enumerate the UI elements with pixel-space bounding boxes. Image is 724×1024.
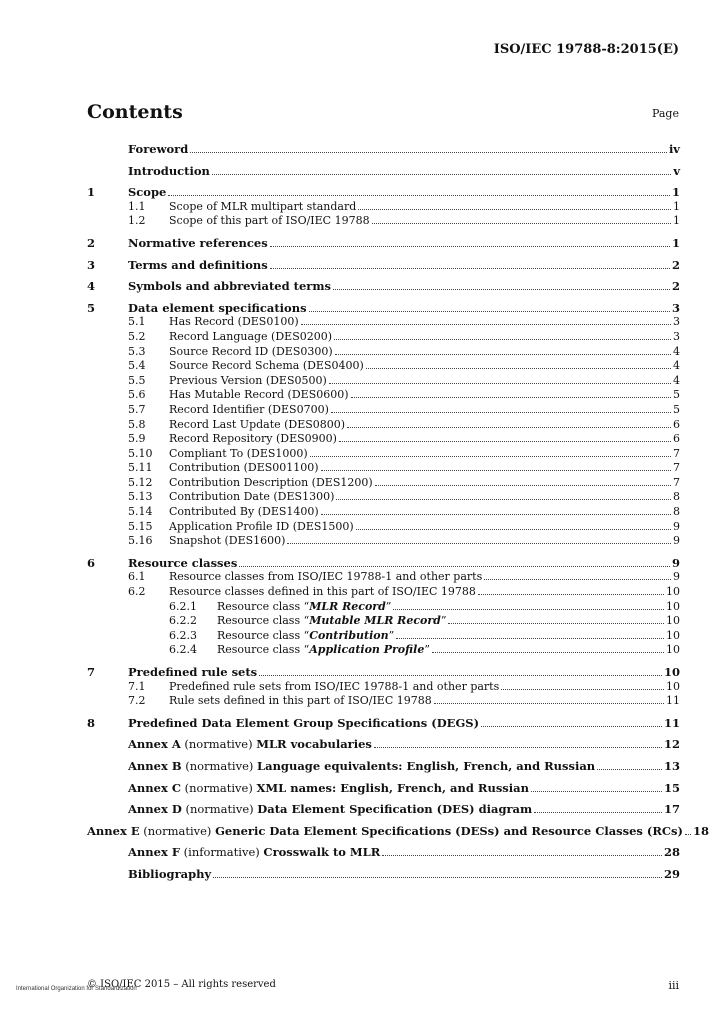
toc-entry-title-segment: Snapshot (DES1600) xyxy=(169,534,286,548)
toc-entry-number: 6.2 xyxy=(128,585,146,599)
toc-entry-number: 5.1 xyxy=(128,315,146,329)
toc-entry-title-segment: Record Language (DES0200) xyxy=(169,329,333,343)
toc-entry-title xyxy=(169,388,349,403)
toc-entry-title xyxy=(169,476,373,491)
toc-entry-number: 1 xyxy=(87,185,96,200)
toc-entry-title xyxy=(169,534,285,549)
footer-page-number: iii xyxy=(668,979,679,992)
toc-entry-number: 5.6 xyxy=(128,388,146,402)
toc-entry-title-segment: Predefined rule sets from ISO/IEC 19788-1 and other parts xyxy=(169,679,500,693)
toc-entry[interactable] xyxy=(87,330,680,345)
toc-leader-dots xyxy=(356,529,671,530)
toc-entry[interactable] xyxy=(87,164,680,179)
toc-entry[interactable] xyxy=(87,570,680,585)
toc-page-number: 4 xyxy=(673,344,680,358)
toc-entry-title-segment: Predefined Data Element Group Specifications (DEGS) xyxy=(128,715,480,730)
toc-entry-title-segment: Resource class “ xyxy=(217,628,310,642)
toc-entry-title-segment: Resource classes defined in this part of ISO/IEC 19788 xyxy=(169,585,476,599)
toc-entry-title xyxy=(128,759,595,774)
toc-entry-number: 5.10 xyxy=(128,446,153,460)
toc-entry-title xyxy=(87,824,683,839)
toc-entry-number: 8 xyxy=(87,715,96,730)
toc-entry-number: 6.2.3 xyxy=(169,628,197,642)
toc-entry-title xyxy=(217,643,430,658)
toc-entry-title xyxy=(128,185,166,200)
toc-entry-title xyxy=(169,680,499,695)
toc-entry-title-segment: Record Last Update (DES0800) xyxy=(169,417,346,431)
toc-entry-number: 5.3 xyxy=(128,344,146,358)
toc-leader-dots xyxy=(333,289,670,290)
toc-leader-dots xyxy=(448,623,664,624)
toc-entry-title-segment: Annex E xyxy=(87,823,140,838)
toc-entry-title xyxy=(169,432,337,447)
toc-entry-title xyxy=(128,258,268,273)
toc-entry-number: 6.2.4 xyxy=(169,643,197,657)
page-title: Contents xyxy=(87,101,183,123)
toc-page-number: 1 xyxy=(671,235,680,250)
toc-entry-title-segment: Contribution Description (DES1200) xyxy=(169,475,373,489)
toc-leader-dots xyxy=(366,368,671,369)
toc-entry[interactable] xyxy=(87,629,680,644)
toc-entry[interactable] xyxy=(87,359,680,374)
toc-leader-dots xyxy=(213,877,662,878)
toc-entry-title-segment: MLR Record xyxy=(309,599,386,613)
toc-page-number: 11 xyxy=(663,715,680,730)
toc-entry-title xyxy=(169,447,308,462)
toc-entry-title xyxy=(128,716,479,731)
toc-entry-title-segment: Data Element Specification (DES) diagram xyxy=(257,802,533,817)
toc-entry[interactable] xyxy=(87,520,680,535)
toc-entry-number: 5.12 xyxy=(128,475,153,489)
toc-leader-dots xyxy=(301,324,671,325)
toc-entry-title-segment: Contribution xyxy=(309,628,389,642)
toc-entry-title-segment: Crosswalk to MLR xyxy=(263,845,381,860)
toc-entry-number: 6.2.2 xyxy=(169,614,197,628)
toc-entry-title xyxy=(128,279,331,294)
toc-entry-title xyxy=(169,403,329,418)
toc-entry-title xyxy=(169,315,299,330)
toc-entry-title-segment: Compliant To (DES1000) xyxy=(169,446,308,460)
toc-entry[interactable] xyxy=(87,374,680,389)
toc-leader-dots xyxy=(531,791,662,792)
toc-entry[interactable] xyxy=(87,694,680,709)
toc-entry-title-segment: Predefined rule sets xyxy=(128,665,258,679)
toc-page-number: 1 xyxy=(673,199,680,213)
toc-entry-number: 5.4 xyxy=(128,359,146,373)
toc-leader-dots xyxy=(321,470,671,471)
toc-page-number: 7 xyxy=(673,446,680,460)
toc-page-number: 10 xyxy=(666,679,680,693)
toc-entry[interactable] xyxy=(87,236,680,251)
toc-page-number: 29 xyxy=(663,866,680,881)
toc-entry-number: 1.2 xyxy=(128,214,146,228)
toc-entry-title-segment: ” xyxy=(388,628,395,642)
toc-page-number: 7 xyxy=(673,461,680,475)
toc-page-number: 7 xyxy=(673,475,680,489)
toc-leader-dots xyxy=(309,311,670,312)
toc-entry-title xyxy=(128,301,307,316)
toc-entry-title xyxy=(169,570,482,585)
toc-leader-dots xyxy=(190,152,667,153)
toc-entry[interactable] xyxy=(87,680,680,695)
toc-entry[interactable] xyxy=(87,490,680,505)
toc-page-number: 10 xyxy=(663,665,680,679)
toc-entry[interactable] xyxy=(87,505,680,520)
toc-entry[interactable] xyxy=(87,447,680,462)
toc-page-number: 3 xyxy=(673,315,680,329)
toc-entry-number: 6.2.1 xyxy=(169,599,197,613)
document-id-header: ISO/IEC 19788-8:2015(E) xyxy=(493,42,679,57)
toc-entry-title-segment: Has Mutable Record (DES0600) xyxy=(169,388,349,402)
toc-page-number: 2 xyxy=(671,257,680,272)
toc-entry-title-segment: Contribution (DES001100) xyxy=(169,461,319,475)
toc-entry-title xyxy=(128,737,372,752)
page-column-label: Page xyxy=(651,107,679,120)
toc-entry[interactable] xyxy=(87,200,680,215)
toc-leader-dots xyxy=(321,514,671,515)
toc-page-number: 1 xyxy=(671,185,680,200)
toc-entry-title-segment: (normative) xyxy=(181,758,258,773)
toc-entry-title-segment: Resource class “ xyxy=(217,614,310,628)
toc-leader-dots xyxy=(481,726,662,727)
toc-entry-number: 5.9 xyxy=(128,432,146,446)
toc-entry-title xyxy=(128,164,210,179)
toc-entry-title-segment: Rule sets defined in this part of ISO/IEC 19788 xyxy=(169,694,432,708)
toc-page-number: 6 xyxy=(673,417,680,431)
toc-entry-title-segment: Application Profile ID (DES1500) xyxy=(169,519,354,533)
toc-entry[interactable] xyxy=(87,279,680,294)
toc-entry[interactable] xyxy=(87,476,680,491)
toc-entry-number: 7 xyxy=(87,665,96,679)
toc-entry[interactable] xyxy=(87,403,680,418)
toc-entry-title-segment: Scope of MLR multipart standard xyxy=(169,199,357,213)
publisher-stamp: International Organization for Standardization xyxy=(16,986,137,992)
toc-entry-number: 6 xyxy=(87,555,96,570)
toc-entry-title xyxy=(128,845,380,860)
toc-entry-number: 1.1 xyxy=(128,199,146,213)
toc-entry-number: 5.7 xyxy=(128,402,146,416)
toc-leader-dots xyxy=(212,174,671,175)
toc-entry-title-segment: (normative) xyxy=(180,737,257,752)
toc-leader-dots xyxy=(434,703,664,704)
toc-leader-dots xyxy=(331,412,671,413)
toc-entry-title xyxy=(169,520,354,535)
toc-entry-title xyxy=(169,374,327,389)
toc-entry[interactable] xyxy=(87,315,680,330)
toc-entry-number: 4 xyxy=(87,279,96,294)
toc-page-number: 12 xyxy=(663,737,680,752)
toc-leader-dots xyxy=(336,499,671,500)
toc-page-number: 9 xyxy=(671,555,680,570)
toc-page-number: 9 xyxy=(673,570,680,584)
toc-page-number: iv xyxy=(668,142,680,156)
toc-page-number: 10 xyxy=(666,643,680,657)
toc-entry[interactable] xyxy=(87,600,680,615)
toc-entry-number: 5.13 xyxy=(128,490,153,504)
toc-entry[interactable] xyxy=(87,185,680,200)
toc-leader-dots xyxy=(239,566,670,567)
toc-entry-title xyxy=(217,614,446,629)
toc-entry-title-segment: Scope of this part of ISO/IEC 19788 xyxy=(169,214,370,228)
toc-entry[interactable] xyxy=(87,585,680,600)
toc-entry[interactable] xyxy=(87,432,680,447)
toc-entry[interactable] xyxy=(87,643,680,658)
toc-leader-dots xyxy=(501,689,664,690)
toc-leader-dots xyxy=(259,675,662,676)
toc-entry-title-segment: Annex A xyxy=(128,737,181,752)
toc-entry[interactable] xyxy=(87,534,680,549)
toc-entry[interactable] xyxy=(87,802,680,817)
toc-entry-title-segment: (normative) xyxy=(181,802,258,817)
toc-page-number: 8 xyxy=(673,490,680,504)
toc-leader-dots xyxy=(168,195,670,196)
toc-entry-title-segment: ” xyxy=(424,643,430,657)
toc-entry-number: 5.11 xyxy=(128,461,153,475)
toc-leader-dots xyxy=(484,579,671,580)
toc-entry-title-segment: MLR vocabularies xyxy=(256,737,372,752)
toc-entry[interactable] xyxy=(87,388,680,403)
toc-entry-title-segment: Source Record Schema (DES0400) xyxy=(169,359,364,373)
toc-page-number: 2 xyxy=(671,279,680,294)
toc-entry-title xyxy=(169,505,319,520)
toc-entry[interactable] xyxy=(87,665,680,680)
toc-entry-title-segment: Annex F xyxy=(128,845,180,860)
toc-entry-title xyxy=(217,629,394,644)
toc-entry-title-segment: ” xyxy=(440,614,447,628)
toc-entry-title-segment: Resource classes xyxy=(128,555,238,570)
toc-leader-dots xyxy=(347,427,671,428)
toc-leader-dots xyxy=(270,268,670,269)
toc-entry[interactable] xyxy=(87,823,709,839)
toc-leader-dots xyxy=(372,223,671,224)
toc-page-number: 8 xyxy=(673,505,680,519)
toc-leader-dots xyxy=(358,209,671,210)
toc-entry-title xyxy=(128,781,529,796)
toc-page-number: 6 xyxy=(673,432,680,446)
toc-entry-title xyxy=(128,236,268,251)
toc-entry-title-segment: Symbols and abbreviated terms xyxy=(128,279,331,294)
toc-entry-title xyxy=(128,867,211,882)
toc-entry-title-segment: Annex D xyxy=(128,802,182,817)
toc-entry-title-segment: Record Repository (DES0900) xyxy=(169,432,337,446)
toc-page-number: 15 xyxy=(663,780,680,795)
toc-leader-dots xyxy=(287,543,671,544)
toc-entry[interactable] xyxy=(87,214,680,229)
toc-page-number: 9 xyxy=(673,519,680,533)
toc-leader-dots xyxy=(396,638,664,639)
toc-page-number: 17 xyxy=(663,802,680,817)
toc-entry-title-segment: Application Profile xyxy=(309,643,425,657)
toc-page-number: 9 xyxy=(673,534,680,548)
toc-entry-number: 5.16 xyxy=(128,534,153,548)
toc-page-number: 5 xyxy=(673,402,680,416)
toc-entry-number: 7.1 xyxy=(128,679,146,693)
toc-page-number: 10 xyxy=(666,614,680,628)
toc-entry-number: 2 xyxy=(87,235,96,250)
toc-entry[interactable] xyxy=(87,345,680,360)
toc-entry-title-segment: (normative) xyxy=(139,823,216,838)
toc-entry-title xyxy=(169,461,319,476)
toc-entry-title-segment: Resource class “ xyxy=(217,599,310,613)
toc-page-number: 3 xyxy=(673,329,680,343)
toc-entry[interactable] xyxy=(87,716,680,731)
toc-entry-title xyxy=(169,330,332,345)
toc-page-number: 13 xyxy=(663,758,680,773)
toc-entry[interactable] xyxy=(87,142,680,157)
toc-entry-number: 6.1 xyxy=(128,570,146,584)
toc-entry-title xyxy=(169,694,432,709)
toc-entry-title-segment: XML names: English, French, and Russian xyxy=(256,780,529,795)
toc-leader-dots xyxy=(685,834,691,835)
toc-leader-dots xyxy=(270,246,670,247)
toc-leader-dots xyxy=(329,383,671,384)
toc-entry-title-segment: Foreword xyxy=(128,142,189,156)
toc-entry-number: 5.2 xyxy=(128,329,146,343)
toc-entry-title-segment: Annex C xyxy=(128,780,181,795)
toc-page-number: 3 xyxy=(671,300,680,315)
toc-entry-number: 3 xyxy=(87,257,96,272)
toc-leader-dots xyxy=(534,812,662,813)
toc-entry-title xyxy=(169,585,476,600)
toc-entry-title-segment: Annex B xyxy=(128,758,182,773)
toc-entry-title-segment: Scope xyxy=(128,185,167,200)
toc-entry-title-segment: Normative references xyxy=(128,235,268,250)
toc-entry[interactable] xyxy=(87,737,680,752)
toc-entry-title-segment: Source Record ID (DES0300) xyxy=(169,344,333,358)
toc-entry-title xyxy=(128,665,257,680)
toc-entry-title-segment: (informative) xyxy=(180,845,264,860)
toc-entry-title-segment: Record Identifier (DES0700) xyxy=(169,402,329,416)
toc-leader-dots xyxy=(351,397,671,398)
toc-entry-title xyxy=(169,359,364,374)
toc-entry-number: 5 xyxy=(87,300,96,315)
toc-page-number: 1 xyxy=(673,214,680,228)
toc-leader-dots xyxy=(432,652,664,653)
toc-entry[interactable] xyxy=(87,759,680,774)
toc-leader-dots xyxy=(382,855,662,856)
toc-entry[interactable] xyxy=(87,614,680,629)
toc-entry-title-segment: Terms and definitions xyxy=(128,257,268,272)
toc-entry[interactable] xyxy=(87,845,680,860)
toc-entry-number: 5.5 xyxy=(128,373,146,387)
toc-entry-title-segment: Mutable MLR Record xyxy=(309,614,441,628)
toc-leader-dots xyxy=(375,485,671,486)
toc-entry[interactable] xyxy=(87,556,680,571)
toc-entry-title xyxy=(169,214,370,229)
toc-leader-dots xyxy=(393,609,664,610)
toc-entry-title xyxy=(169,200,356,215)
toc-page-number: 4 xyxy=(673,373,680,387)
toc-entry-title-segment: Has Record (DES0100) xyxy=(169,315,299,329)
toc-entry[interactable] xyxy=(87,461,680,476)
toc-entry[interactable] xyxy=(87,418,680,433)
toc-leader-dots xyxy=(597,769,662,770)
toc-entry-title-segment: Previous Version (DES0500) xyxy=(169,373,327,387)
toc-entry-title-segment: Data element specifications xyxy=(128,300,307,315)
toc-leader-dots xyxy=(334,339,671,340)
toc-page-number: v xyxy=(673,163,680,178)
toc-entry-title xyxy=(169,418,345,433)
toc-page-number: 4 xyxy=(673,359,680,373)
toc-entry-title-segment: Resource classes from ISO/IEC 19788-1 and other parts xyxy=(169,570,483,584)
toc-entry-title-segment: Resource class “ xyxy=(217,643,310,657)
toc-entry-title-segment: Bibliography xyxy=(128,866,212,881)
toc-entry-title xyxy=(217,600,391,615)
toc-entry-title-segment: Introduction xyxy=(128,163,210,178)
toc-leader-dots xyxy=(339,441,671,442)
toc-leader-dots xyxy=(310,456,671,457)
toc-page-number: 10 xyxy=(666,599,680,613)
toc-page-number: 10 xyxy=(666,585,680,599)
toc-page-number: 28 xyxy=(663,845,680,860)
toc-entry[interactable] xyxy=(87,867,680,882)
table-of-contents xyxy=(87,142,709,882)
toc-entry-number: 5.15 xyxy=(128,519,153,533)
toc-entry-title xyxy=(128,802,532,817)
toc-entry-title-segment: ” xyxy=(385,599,392,613)
toc-entry-title-segment: (normative) xyxy=(180,780,257,795)
toc-entry-title xyxy=(128,556,237,571)
toc-entry-title xyxy=(169,490,334,505)
toc-entry-number: 5.14 xyxy=(128,505,153,519)
toc-entry-title-segment: Generic Data Element Specifications (DESs) and Resource Classes (RCs) xyxy=(215,823,683,838)
toc-entry[interactable] xyxy=(87,301,680,316)
toc-entry-title-segment: Language equivalents: English, French, and Russian xyxy=(257,758,596,773)
toc-page-number: 10 xyxy=(666,628,680,642)
toc-leader-dots xyxy=(335,354,671,355)
toc-page-number: 18 xyxy=(692,823,709,838)
toc-entry-title xyxy=(169,345,333,360)
toc-leader-dots xyxy=(478,594,664,595)
footer-copyright: © ISO/IEC 2015 – All rights reserved xyxy=(87,979,276,990)
toc-entry[interactable] xyxy=(87,781,680,796)
toc-entry-title-segment: Contributed By (DES1400) xyxy=(169,505,319,519)
toc-page-number: 11 xyxy=(666,694,680,708)
toc-leader-dots xyxy=(374,747,662,748)
toc-page-number: 5 xyxy=(673,388,680,402)
toc-entry-number: 5.8 xyxy=(128,417,146,431)
toc-entry-title-segment: Contribution Date (DES1300) xyxy=(169,490,335,504)
toc-entry[interactable] xyxy=(87,258,680,273)
toc-entry-title xyxy=(128,142,188,157)
toc-entry-number: 7.2 xyxy=(128,694,146,708)
